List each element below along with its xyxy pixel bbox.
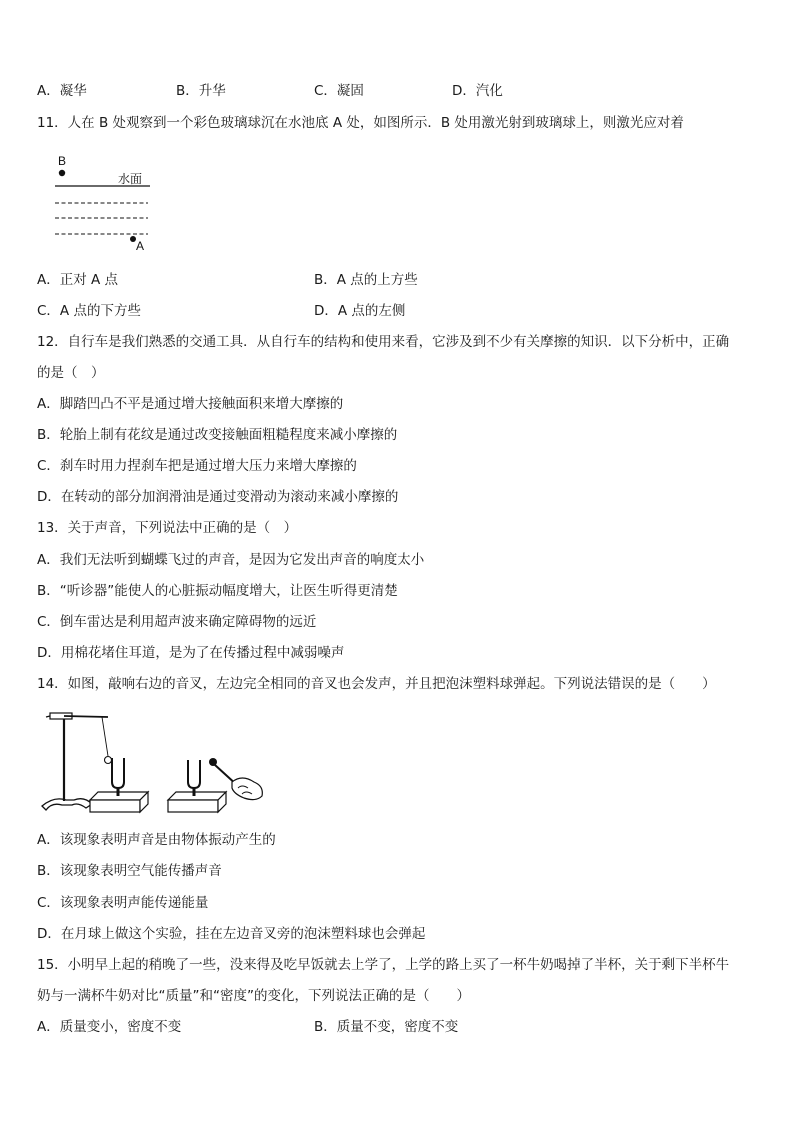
label-water-surface: 水面 — [118, 172, 143, 186]
q14-option-a: A．该现象表明声音是由物体振动产生的 — [37, 832, 276, 848]
q14-tuning-fork-figure — [36, 704, 268, 816]
q15-option-a: A．质量变小，密度不变 — [37, 1019, 182, 1035]
point-b-marker — [59, 170, 65, 176]
label-b: B — [58, 154, 67, 168]
right-box-top — [168, 792, 226, 800]
q11-option-c: C．A 点的下方些 — [37, 303, 141, 319]
stand-base — [42, 799, 92, 810]
right-tuning-fork — [188, 760, 200, 788]
q10-option-d: D．汽化 — [452, 83, 503, 99]
q14-option-b: B．该现象表明空气能传播声音 — [37, 863, 222, 879]
q11-option-a: A．正对 A 点 — [37, 272, 119, 288]
q12-option-b: B．轮胎上制有花纹是通过改变接触面粗糙程度来减小摩擦的 — [37, 427, 398, 443]
q15-stem-line2: 奶与一满杯牛奶对比“质量”和“密度”的变化，下列说法正确的是（ ） — [37, 988, 470, 1004]
q15-stem-line1: 15．小明早上起的稍晚了一些，没来得及吃早饭就去上学了，上学的路上买了一杯牛奶喝掉了半杯，关于剩下半杯牛 — [37, 957, 730, 973]
foam-ball — [105, 757, 112, 764]
stand-arm — [64, 716, 108, 717]
q13-option-a: A．我们无法听到蝴蝶飞过的声音，是因为它发出声音的响度太小 — [37, 552, 425, 568]
right-box-front — [168, 800, 218, 812]
q14-option-d: D．在月球上做这个实验，挂在左边音叉旁的泡沫塑料球也会弹起 — [37, 926, 426, 942]
hand — [232, 778, 262, 800]
q10-option-b: B．升华 — [176, 83, 226, 99]
q13-option-b: B．“听诊器”能使人的心脏振动幅度增大，让医生听得更清楚 — [37, 583, 398, 599]
label-a: A — [136, 239, 145, 252]
q13-stem: 13．关于声音，下列说法中正确的是（ ） — [37, 520, 298, 536]
q15-option-b: B．质量不变，密度不变 — [314, 1019, 459, 1035]
q13-option-c: C．倒车雷达是利用超声波来确定障碍物的远近 — [37, 614, 317, 630]
q14-stem: 14．如图，敲响右边的音叉，左边完全相同的音叉也会发声，并且把泡沫塑料球弹起。下列说法错误的是（ ） — [37, 676, 716, 692]
q11-figure — [40, 150, 160, 252]
q12-option-c: C．刹车时用力捏刹车把是通过增大压力来增大摩擦的 — [37, 458, 357, 474]
q14-option-c: C．该现象表明声能传递能量 — [37, 895, 209, 911]
q12-stem-line1: 12．自行车是我们熟悉的交通工具．从自行车的结构和使用来看，它涉及到不少有关摩擦的知识．以下分析中，正确 — [37, 334, 730, 350]
q12-stem-line2: 的是（ ） — [37, 365, 105, 381]
q12-option-d: D．在转动的部分加润滑油是通过变滑动为滚动来减小摩擦的 — [37, 489, 399, 505]
ball-string — [102, 717, 108, 756]
q10-option-a: A．凝华 — [37, 83, 87, 99]
left-box-front — [90, 800, 140, 812]
q11-option-d: D．A 点的左侧 — [314, 303, 406, 319]
q11-option-b: B．A 点的上方些 — [314, 272, 418, 288]
q13-option-d: D．用棉花堵住耳道，是为了在传播过程中减弱噪声 — [37, 645, 345, 661]
q12-option-a: A．脚踏凹凸不平是通过增大接触面积来增大摩擦的 — [37, 396, 344, 412]
q10-option-c: C．凝固 — [314, 83, 364, 99]
q11-stem: 11．人在 B 处观察到一个彩色玻璃球沉在水池底 A 处，如图所示．B 处用激光射到玻璃球上，则激光应对着 — [37, 115, 684, 131]
left-tuning-fork — [112, 758, 124, 788]
